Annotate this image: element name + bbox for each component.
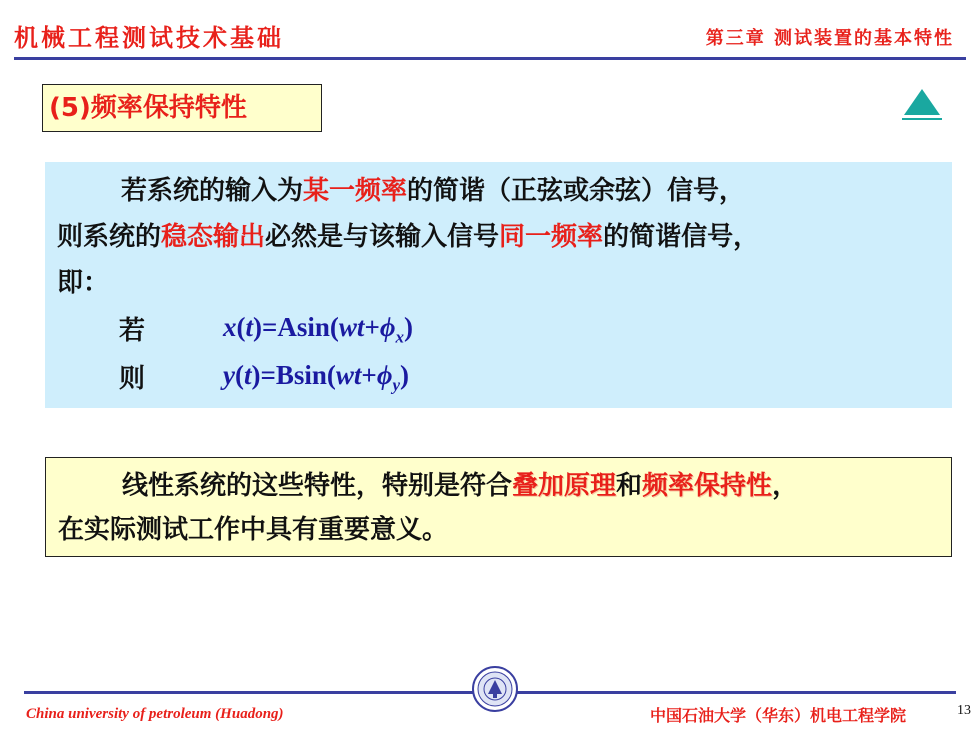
text-run: 若系统的输入为 — [121, 176, 304, 206]
footer-university-en: China university of petroleum (Huadong) — [26, 706, 284, 722]
eq-arg: t — [243, 360, 252, 390]
text-run: 则系统的 — [57, 222, 162, 252]
text-run: 的简谐信号， — [603, 222, 760, 252]
eq-wt: wt — [338, 312, 365, 342]
eq-text: )=Bsin( — [251, 360, 336, 390]
section-title-box — [42, 84, 322, 132]
equation-output: $y(t)=Bsin(wt+\phi_y)$ — [223, 360, 409, 395]
section-number: (5) — [49, 93, 91, 123]
then-label: 则 — [119, 364, 146, 394]
highlight-frequency: 某一频率 — [303, 176, 408, 206]
main-paragraph — [57, 168, 947, 306]
page-number: 13 — [957, 703, 971, 718]
highlight-superposition: 叠加原理 — [512, 471, 617, 501]
triangle-up-icon[interactable] — [902, 87, 942, 121]
text-run: 即： — [57, 268, 110, 298]
note-paragraph — [58, 464, 948, 552]
eq-var: x — [223, 312, 237, 342]
course-title: 机械工程测试技术基础 — [14, 23, 284, 52]
text-run: ， — [772, 471, 799, 501]
eq-text: )=Asin( — [253, 312, 339, 342]
header-divider — [14, 57, 966, 60]
text-run: 和 — [616, 471, 643, 501]
eq-plus: + — [364, 312, 380, 342]
note-box — [45, 457, 952, 557]
highlight-same-frequency: 同一频率 — [499, 222, 604, 252]
equation-row-output — [119, 358, 145, 395]
equation-input: $x(t)=Asin(wt+\phi_x)$ — [223, 312, 413, 347]
highlight-steady-output: 稳态输出 — [161, 222, 266, 252]
eq-sub: y — [392, 375, 400, 395]
equation-row-input — [119, 310, 145, 347]
section-title: 频率保持特性 — [90, 93, 247, 123]
university-seal-icon — [472, 666, 518, 712]
text-run: 线性系统的这些特性，特别是符合 — [122, 471, 513, 501]
eq-wt: wt — [335, 360, 362, 390]
highlight-frequency-preservation: 频率保持性 — [642, 471, 773, 501]
eq-plus: + — [361, 360, 377, 390]
text-run: 的简谐（正弦或余弦）信号， — [407, 176, 746, 206]
eq-phi: ϕ — [379, 312, 396, 342]
footer-university-cn: 中国石油大学（华东）机电工程学院 — [650, 706, 907, 725]
eq-phi: ϕ — [376, 360, 393, 390]
eq-var: y — [223, 360, 235, 390]
text-run: 在实际测试工作中具有重要意义。 — [58, 515, 449, 545]
eq-arg: t — [245, 312, 254, 342]
text-run: 必然是与该输入信号 — [265, 222, 500, 252]
eq-sub: x — [395, 327, 404, 347]
if-label: 若 — [119, 316, 146, 346]
chapter-title: 第三章 测试装置的基本特性 — [705, 28, 954, 49]
main-content-box — [45, 162, 952, 408]
